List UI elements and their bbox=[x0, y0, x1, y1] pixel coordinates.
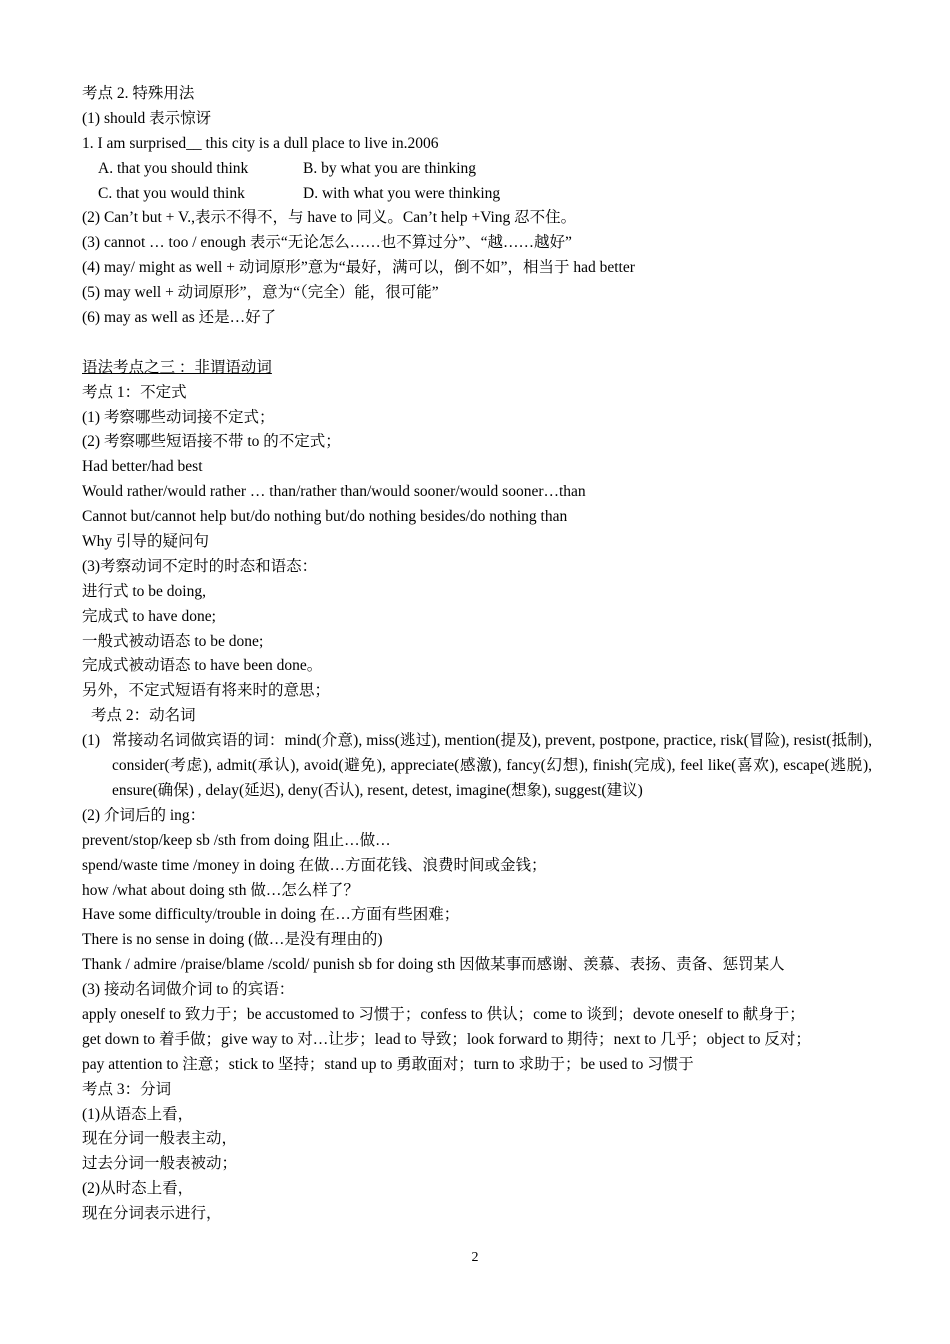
text-line: (2) 考察哪些短语接不带 to 的不定式； bbox=[82, 433, 341, 451]
text-line: 过去分词一般表被动； bbox=[82, 1155, 238, 1173]
text-line: pay attention to 注意；stick to 坚持；stand up to 勇敢面对；turn to 求助于；be used to 习惯于 bbox=[82, 1055, 694, 1073]
blank-line bbox=[82, 331, 872, 356]
paragraph-text: 常接动名词做宾语的词：mind(介意), miss(逃过), mention(提及), prevent, postpone, practice, risk(冒险), resist(抵制), consider(考虑), admit(承认), avoid(避免), appreciate(感激), fancy(幻想), finish(完成), feel like(喜欢), escape(逃脱), ensure(确保) , delay(延迟), deny(否认), resent, detest, imagine(想象), suggest(建议) bbox=[112, 732, 872, 799]
text-line: 另外，不定式短语有将来时的意思； bbox=[82, 682, 331, 700]
text-line: (6) may as well as 还是…好了 bbox=[82, 309, 277, 327]
text-line: Have some difficulty/trouble in doing 在…方面有些困难； bbox=[82, 906, 460, 924]
text-line: (2)从时态上看， bbox=[82, 1180, 194, 1198]
text-line: (3) cannot … too / enough 表示“无论怎么……也不算过分”、“越……越好” bbox=[82, 234, 572, 252]
section-heading: 考点 1：不定式 bbox=[82, 383, 187, 401]
text-line: (2) Can’t but + V.,表示不得不，与 have to 同义。Can’t help +Ving 忍不住。 bbox=[82, 209, 577, 227]
text-line: get down to 着手做；give way to 对…让步；lead to 导致；look forward to 期待；next to 几乎；object to 反对； bbox=[82, 1030, 811, 1048]
section-title: 语法考点之三 ：非谓语动词 bbox=[82, 358, 272, 376]
text-line: 现在分词一般表主动， bbox=[82, 1130, 238, 1148]
text-line: (5) may well + 动词原形”，意为“（完全）能，很可能” bbox=[82, 284, 439, 302]
text-line: (3) 接动名词做介词 to 的宾语： bbox=[82, 981, 295, 999]
option-c: C. that you would think bbox=[98, 184, 245, 202]
text-line: Thank / admire /praise/blame /scold/ punish sb for doing sth 因做某事而感谢、羡慕、表扬、责备、惩罚某人 bbox=[82, 956, 785, 974]
text-line: spend/waste time /money in doing 在做…方面花钱、浪费时间或金钱； bbox=[82, 856, 547, 874]
text-line: (1) should 表示惊讶 bbox=[82, 109, 212, 127]
numbered-paragraph bbox=[82, 729, 872, 804]
text-line: Would rather/would rather … than/rather than/would sooner/would sooner…than bbox=[82, 483, 586, 501]
text-line: There is no sense in doing (做…是没有理由的) bbox=[82, 931, 383, 949]
text-line: (2) 介词后的 ing： bbox=[82, 806, 206, 824]
text-line: (4) may/ might as well + 动词原形”意为“最好，满可以，倒不如”，相当于 had better bbox=[82, 259, 635, 277]
text-line: 完成式 to have done; bbox=[82, 607, 216, 625]
page-number: 2 bbox=[471, 1250, 479, 1265]
text-line: 一般式被动语态 to be done; bbox=[82, 632, 264, 650]
item-number: (1) bbox=[82, 732, 101, 750]
text-line: how /what about doing sth 做…怎么样了？ bbox=[82, 881, 359, 899]
text-line: (1)从语态上看， bbox=[82, 1105, 194, 1123]
text-line: apply oneself to 致力于；be accustomed to 习惯于；confess to 供认；come to 谈到；devote oneself to 献身于； bbox=[82, 1006, 805, 1023]
text-line: (1) 考察哪些动词接不定式； bbox=[82, 408, 275, 426]
option-a: A. that you should think bbox=[98, 159, 249, 177]
section-heading: 考点 2：动名词 bbox=[91, 707, 196, 725]
text-line: 进行式 to be doing, bbox=[82, 582, 206, 600]
text-line: 现在分词表示进行， bbox=[82, 1205, 222, 1223]
document-page bbox=[82, 82, 872, 1227]
text-line: Had better/had best bbox=[82, 458, 203, 476]
text-line: (3)考察动词不定时的时态和语态： bbox=[82, 557, 318, 575]
option-row bbox=[82, 157, 872, 182]
option-d: D. with what you were thinking bbox=[303, 184, 501, 202]
section-heading: 考点 3：分词 bbox=[82, 1080, 172, 1098]
option-b: B. by what you are thinking bbox=[303, 159, 477, 177]
text-line: prevent/stop/keep sb /sth from doing 阻止…做… bbox=[82, 831, 391, 849]
section-heading: 考点 2. 特殊用法 bbox=[82, 85, 195, 102]
question-line: 1. I am surprised__ this city is a dull place to live in.2006 bbox=[82, 134, 439, 152]
text-line: Cannot but/cannot help but/do nothing but/do nothing besides/do nothing than bbox=[82, 508, 568, 526]
text-line: Why 引导的疑问句 bbox=[82, 533, 210, 551]
heading-row bbox=[82, 356, 872, 381]
option-row bbox=[82, 182, 872, 207]
text-line: 完成式被动语态 to have been done。 bbox=[82, 657, 323, 675]
